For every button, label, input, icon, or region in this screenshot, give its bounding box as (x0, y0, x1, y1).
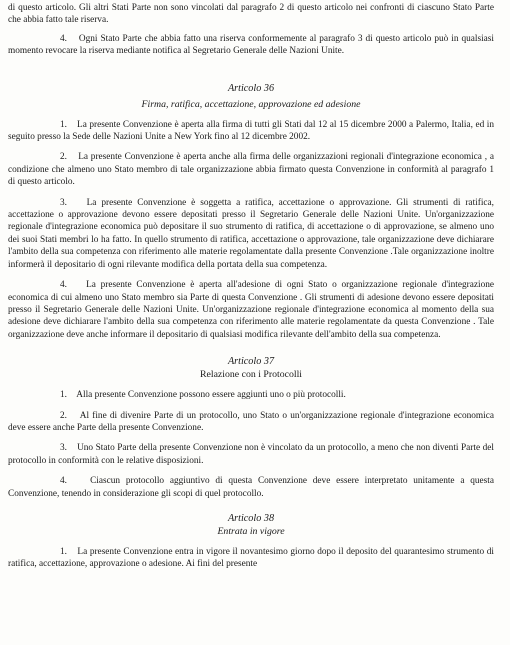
article-38-subheading: Entrata in vigore (217, 525, 285, 537)
article-37-paragraph-1: 1. Alla presente Convenzione possono essere aggiunti uno o più protocolli. (60, 390, 346, 401)
article-36-paragraph-1: 1. La presente Convenzione è aperta alla firma di tutti gli Stati dal 12 al 15 dicembre 2000 a Palermo, Italia, ed in seguito presso la Sede delle Nazioni Unite a New York fino al 12 dicembre 2002. (8, 119, 494, 143)
article-37-paragraph-4: 4. Ciascun protocollo aggiuntivo di questa Convenzione deve essere interpretato unitamente a questa Convenzione, tenendo in considerazione gli scopi di quel protocollo. (8, 476, 494, 499)
article-36-heading: Articolo 36 (227, 82, 275, 94)
article-37-heading: Articolo 37 (227, 356, 275, 368)
article-36-paragraph-2: 2. La presente Convenzione è aperta anche alla firma delle organizzazioni regionali d'integrazione economica , a condizione che almeno uno Stato membro di tale organizzazione abbia firmato questa Convenzione in conformità al paragrafo 1 di questo articolo. (8, 152, 494, 188)
intro-paragraph-continuation: di questo articolo. Gli altri Stati Parte non sono vincolati dal paragrafo 2 di questo articolo nei confronti di ciascuno Stato Parte che abbia fatto tale riserva. (8, 3, 494, 26)
article-36-paragraph-3: 3. La presente Convenzione è soggetta a ratifica, accettazione o approvazione. Gli strumenti di ratifica, accettazione o approvazione devono essere depositati presso il Segretario Generale delle Nazioni Unite. Un'organizzazione regionale d'integrazione economica può depositare il suo strumento di ratifica, di accettazione o di approvazione, se almeno uno dei suoi Stati membri lo ha fatto. In quello strumento di ratifica, accettazione o approvazione, tale organizzazione deve dichiarare l'ambito della sua competenza con riferimento alle materie regolamentate dalla presente Convenzione .Tale organizzazione inoltre informerà il depositario di ogni rilevante modifica della portata della sua competenza. (8, 197, 494, 270)
article-38-heading: Articolo 38 (227, 512, 275, 524)
article-37-paragraph-3: 3. Uno Stato Parte della presente Convenzione non è vincolato da un protocollo, a meno che non diventi Parte del protocollo in conformità con le relative disposizioni. (8, 443, 494, 466)
article-37-paragraph-2: 2. Al fine di divenire Parte di un protocollo, uno Stato o un'organizzazione regionale d'integrazione economica deve essere anche Parte della presente Convenzione. (8, 410, 494, 433)
article-38-paragraph-1: 1. La presente Convenzione entra in vigore il novantesimo giorno dopo il deposito del quarantesimo strumento di ratifica, accettazione, approvazione o adesione. Ai fini del presente (8, 546, 494, 570)
article-36-subheading: Firma, ratifica, accettazione, approvazione ed adesione (141, 98, 361, 110)
article-36-paragraph-4: 4. La presente Convenzione è aperta all'adesione di ogni Stato o organizzazione regionale d'integrazione economica di cui almeno uno Stato membro sia Parte di questa Convenzione . Gli strumenti di adesione devono essere depositati presso il Segretario Generale delle Nazioni Unite. Un'organizzazione regionale d'integrazione economica al momento della sua adesione deve dichiarare l'ambito della sua competenza con riferimento alle materie regolamentate da questa Convenzione . Tale organizzazione deve anche informare il depositario di qualsiasi modifica rilevante dell'ambito della sua competenza. (8, 280, 494, 340)
article-37-subheading: Relazione con i Protocolli (199, 369, 303, 381)
intro-paragraph-4: 4. Ogni Stato Parte che abbia fatto una riserva conformemente al paragrafo 3 di questo articolo può in qualsiasi momento revocare la riserva mediante notifica al Segretario Generale delle Nazioni Unite. (8, 33, 494, 57)
